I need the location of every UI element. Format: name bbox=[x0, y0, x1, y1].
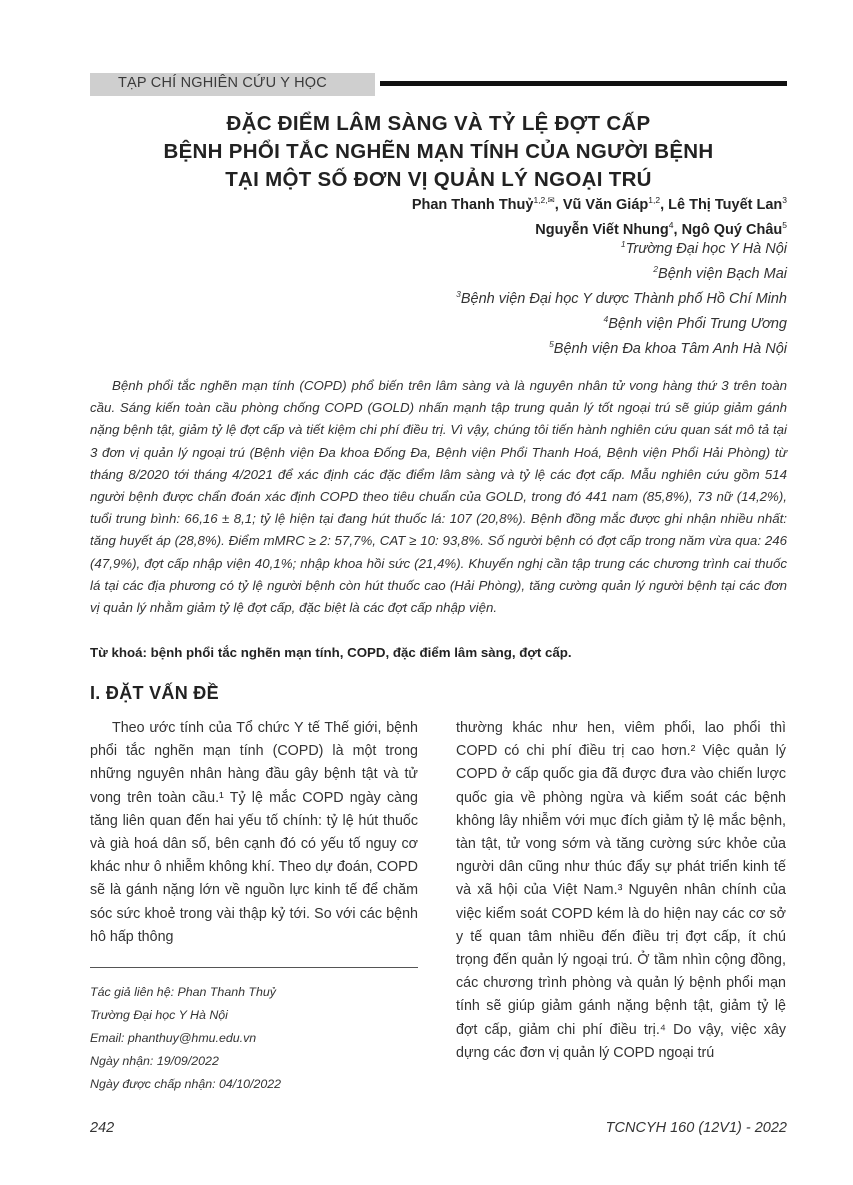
footnote-line: Ngày được chấp nhận: 04/10/2022 bbox=[90, 1077, 282, 1091]
affiliation-item bbox=[456, 262, 787, 287]
keywords: Từ khoá: bệnh phổi tắc nghẽn mạn tính, COPD, đặc điểm lâm sàng, đợt cấp. bbox=[90, 645, 572, 660]
footnote-line: Trường Đại học Y Hà Nội bbox=[90, 1008, 228, 1022]
page-number: 242 bbox=[90, 1120, 115, 1136]
affiliation-item bbox=[456, 237, 787, 262]
affiliation-num: 3 bbox=[456, 289, 461, 299]
body-column-left: Theo ước tính của Tổ chức Y tế Thế giới, bệnh phổi tắc nghẽn mạn tính (COPD) là một trong những nguyên nhân hàng đầu gây bệnh tật và tử vong trên toàn cầu.¹ Tỷ lệ mắc COPD ngày càng tăng liên quan đến hai yếu tố chính: tỷ lệ hút thuốc và già hoá dân số, bên cạnh đó có yếu tố nguy cơ khác như ô nhiễm không khí. Theo dự đoán, COPD sẽ là gánh nặng lớn về nguồn lực kinh tế để chăm sóc sức khoẻ trong vài thập kỷ tới. So với các bệnh hô hấp thông bbox=[90, 720, 418, 945]
header-rule bbox=[380, 81, 787, 86]
article-title bbox=[90, 110, 787, 194]
author-sup: 4 bbox=[668, 220, 674, 230]
title-line-2: BỆNH PHỔI TẮC NGHẼN MẠN TÍNH CỦA NGƯỜI BỆNH bbox=[163, 140, 714, 163]
author-name: Ngô Quý Châu bbox=[681, 222, 783, 238]
affiliation-list bbox=[456, 237, 787, 362]
affiliation-item bbox=[456, 312, 787, 337]
author-name: Vũ Văn Giáp bbox=[562, 197, 649, 213]
correspondence-footnote bbox=[90, 981, 281, 1096]
affiliation-num: 5 bbox=[549, 339, 554, 349]
affiliation-num: 2 bbox=[653, 264, 659, 274]
abstract: Bệnh phổi tắc nghẽn mạn tính (COPD) phổ biến trên lâm sàng và là nguyên nhân tử vong hàng thứ 3 trên toàn cầu. Sáng kiến toàn cầu phòng chống COPD (GOLD) nhấn mạnh tập trung quản lý tốt ngoại trú sẽ giúp giảm gánh nặng bệnh tật, giảm tỷ lệ đợt cấp và tiết kiệm chi phí điều trị. Vì vậy, chúng tôi tiến hành nghiên cứu quan sát mô tả tại 3 đơn vị quản lý ngoại trú (Bệnh viện Đa khoa Đống Đa, Bệnh viện Phổi Thanh Hoá, Bệnh viện Phổi Hải Phòng) từ tháng 8/2020 tới tháng 4/2021 để xác định các đặc điểm lâm sàng và tỷ lệ các đợt cấp. Mẫu nghiên cứu gồm 514 người bệnh được chẩn đoán xác định COPD theo tiêu chuẩn của GOLD, trong đó 441 nam (85,8%), 73 nữ (14,2%), tuổi trung bình: 66,16 ± 8,1; tỷ lệ hiện tại đang hút thuốc lá: 107 (20,8%). Bệnh đồng mắc được ghi nhận nhiều nhất: tăng huyết áp (28,8%). Điểm mMRC ≥ 2: 57,7%, CAT ≥ 10: 93,8%. Số người bệnh có đợt cấp trong năm vừa qua: 246 (47,9%), đợt cấp nhập viện 40,1%; nhập khoa hồi sức (21,4%). Khuyến nghị cần tập trung các chương trình cai thuốc lá tại các địa phương có tỷ lệ người bệnh còn hút thuốc cao (Hải Phòng), tăng cường quản lý người bệnh tại các đơn vị quản lý nhằm giảm tỷ lệ đợt cấp, đặc biệt là các đợt cấp nhập viện. bbox=[90, 378, 787, 616]
affiliation-name: Bệnh viện Bạch Mai bbox=[658, 266, 787, 282]
journal-name: TẠP CHÍ NGHIÊN CỨU Y HỌC bbox=[118, 75, 327, 91]
footnote-rule bbox=[90, 967, 418, 968]
author-sup: 1,2,✉ bbox=[533, 195, 555, 205]
author-line-2: Nguyễn Viết Nhung$^4$, Ngô Quý Châu$^5$ bbox=[535, 220, 787, 238]
title-line-3: TẠI MỘT SỐ ĐƠN VỊ QUẢN LÝ NGOẠI TRÚ bbox=[225, 168, 652, 191]
author-name: Phan Thanh Thuỷ bbox=[411, 197, 534, 213]
footnote-line: Email: phanthuy@hmu.edu.vn bbox=[90, 1031, 257, 1045]
body-column-right: thường khác như hen, viêm phổi, lao phổi thì COPD có chi phí điều trị cao hơn.² Việc quản lý COPD ở cấp quốc gia đã được đưa vào chiến lược quốc gia về phòng ngừa và kiểm soát các bệnh không lây nhiễm với mục đích giảm tỷ lệ mắc bệnh, tàn tật, tử vong sớm và tăng cường sức khỏe của người dân cũng như thúc đẩy sự phát triển kinh tế và xã hội của Việt Nam.³ Nguyên nhân chính của việc kiểm soát COPD kém là do hiện nay các cơ sở y tế quan tâm nhiều đến điều trị đợt cấp, ít chú trọng đến quản lý ngoại trú. Ở tầm nhìn cộng đồng, các chương trình phòng và quản lý bệnh phổi mạn tính sẽ giúp giảm gánh nặng bệnh tật, giảm tỷ lệ đợt cấp, giảm chi phí điều trị.⁴ Do vậy, việc xây dựng các đơn vị quản lý COPD ngoại trú bbox=[456, 720, 786, 1061]
author-line-1: Phan Thanh Thuỷ$^{1,2,✉}$, Vũ Văn Giáp$^{1,2}$, Lê Thị Tuyết Lan$^3$ bbox=[411, 195, 787, 213]
author-name: Lê Thị Tuyết Lan bbox=[668, 197, 783, 213]
author-sup: 1,2 bbox=[648, 195, 661, 205]
affiliation-name: Bệnh viện Đại học Y dược Thành phố Hồ Chí Minh bbox=[460, 291, 787, 307]
journal-reference: TCNCYH 160 (12V1) - 2022 bbox=[605, 1120, 787, 1136]
title-line-1: ĐẶC ĐIỂM LÂM SÀNG VÀ TỶ LỆ ĐỢT CẤP bbox=[226, 112, 651, 135]
author-sup: 3 bbox=[782, 195, 787, 205]
affiliation-name: Bệnh viện Đa khoa Tâm Anh Hà Nội bbox=[553, 341, 787, 357]
affiliation-name: Bệnh viện Phổi Trung Ương bbox=[608, 316, 787, 332]
footnote-line: Ngày nhận: 19/09/2022 bbox=[90, 1054, 219, 1068]
affiliation-num: 1 bbox=[620, 239, 626, 249]
affiliation-name: Trường Đại học Y Hà Nội bbox=[625, 241, 787, 257]
author-list bbox=[412, 193, 787, 243]
affiliation-item bbox=[456, 287, 787, 312]
author-name: Nguyễn Viết Nhung bbox=[535, 222, 669, 238]
footnote-line: Tác giả liên hệ: Phan Thanh Thuỷ bbox=[90, 985, 276, 999]
affiliation-item bbox=[456, 337, 787, 362]
section-heading: I. ĐẶT VẤN ĐỀ bbox=[90, 683, 219, 703]
affiliation-num: 4 bbox=[603, 314, 609, 324]
author-sup: 5 bbox=[782, 220, 787, 230]
